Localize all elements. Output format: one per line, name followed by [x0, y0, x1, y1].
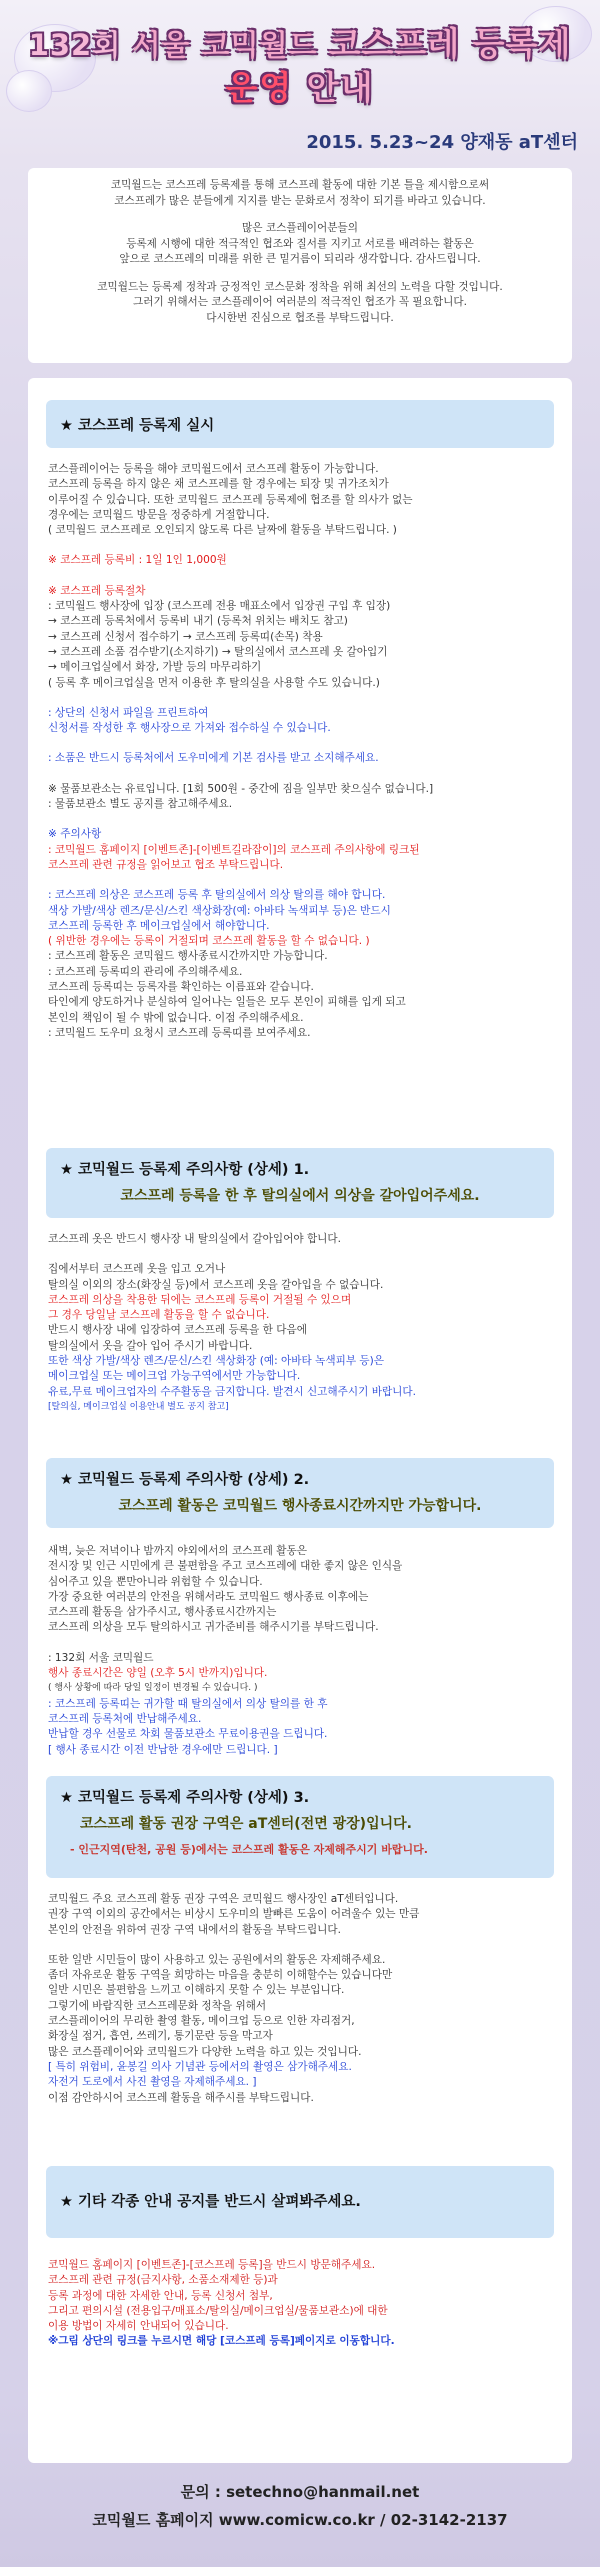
notice-text: 그리고 편의시설 (전용입구/매표소/탈의실/메이크업실/물품보관소)에 대한 — [48, 2304, 388, 2317]
procedure-step: → 코스프레 등록처에서 등록비 내기 (등록처 위치는 배치도 참고) — [48, 615, 348, 628]
body-text: 권장 구역 이외의 공간에서는 비상시 도우미의 발빠른 도움이 어려울수 있는 만큼 — [48, 1908, 420, 1921]
body-text: 본인의 안전을 위하여 권장 구역 내에서의 활동을 부탁드립니다. — [48, 1923, 342, 1936]
title-event-name: 서울 코믹월드 — [132, 28, 318, 62]
title-cosplay-registration: 코스프레 등록제 — [328, 24, 572, 63]
caution-text: : 코믹월드 홈페이지 [이벤트존]-[이벤트길라잡이]의 코스프레 주의사항에 링크된 — [48, 843, 420, 856]
section-title: ★ 코스프레 등록제 실시 — [60, 418, 215, 434]
procedure-step: : 코믹월드 행사장에 입장 (코스프레 전용 매표소에서 입장권 구입 후 입장) — [48, 600, 391, 613]
reference-note: [탈의실, 메이크업실 이용안내 별도 공지 참고] — [48, 1401, 229, 1412]
section-detail-3-body — [48, 1892, 554, 2106]
section-other-notices-body — [48, 2258, 554, 2350]
intro-text: 앞으로 코스프레의 미래를 위한 큰 밑거름이 되리라 생각합니다. 감사드립니다. — [119, 253, 481, 265]
section-title: ★ 코믹월드 등록제 주의사항 (상세) 3. — [60, 1790, 310, 1806]
section-detail-1-body — [48, 1232, 554, 1415]
tip-text: 신청서를 작성한 후 행사장으로 가져와 접수하실 수 있습니다. — [48, 722, 331, 735]
intro-text: 다시한번 진심으로 협조를 부탁드립니다. — [206, 311, 394, 324]
caution-warning: ( 위반한 경우에는 등록이 거절되며 코스프레 활동을 할 수 없습니다. ) — [48, 935, 370, 948]
tip-text: : 상단의 신청서 파일을 프린트하여 — [48, 706, 209, 719]
notice-text: 코스프레 관련 규정(금지사항, 소품소재제한 등)과 — [48, 2274, 278, 2287]
notice-text: 코믹월드 홈페이지 [이벤트존]-[코스프레 등록]을 반드시 방문해주세요. — [48, 2259, 376, 2271]
body-text: ( 코믹월드 코스프레로 오인되지 않도록 다른 날짜에 활동을 부탁드립니다. ) — [48, 524, 397, 537]
storage-notice: ※ 물품보관소는 유료입니다. [1회 500원 - 중간에 짐을 일부만 찾으실수 없습니다.] — [48, 782, 434, 795]
notice-text: 등록 과정에 대한 자세한 안내, 등록 신청서 첨부, — [48, 2289, 273, 2302]
section-title: ★ 기타 각종 안내 공지를 반드시 살펴봐주세요. — [60, 2194, 361, 2210]
body-text: 가장 중요한 여러분의 안전을 위해서라도 코믹월드 행사종료 이후에는 — [48, 1590, 369, 1603]
caution-text: 코스프레 등록띠는 등록자를 확인하는 이름표와 같습니다. — [48, 981, 314, 994]
procedure-step: → 코스프레 소품 검수받기(소지하기) → 탈의실에서 코스프레 옷 갈아입기 — [48, 645, 388, 658]
intro-box — [28, 168, 572, 363]
section-detail-2-body — [48, 1544, 554, 1758]
caution-text: 코스프레 등록한 후 메이크업실에서 해야합니다. — [48, 919, 270, 932]
end-time-note: ( 행사 상황에 따라 당일 일정이 변경될 수 있습니다. ) — [48, 1683, 258, 1694]
tip-text: : 소품은 반드시 등록처에서 도우미에게 기본 검사를 받고 소지해주세요. — [48, 752, 379, 765]
homepage-link[interactable]: 코믹월드 홈페이지 www.comicw.co.kr / 02-3142-2137 — [92, 2511, 508, 2529]
caution-text: : 코스프레 활동은 코믹월드 행사종료시간까지만 가능합니다. — [48, 950, 328, 963]
procedure-step: → 메이크업실에서 화장, 가발 등의 마무리하기 — [48, 661, 262, 674]
warning-text: 코스프레 의상을 착용한 뒤에는 코스프레 등록이 거절될 수 있으며 — [48, 1293, 352, 1306]
body-text: 코스플레이어는 등록을 해야 코믹월드에서 코스프레 활동이 가능합니다. — [48, 463, 379, 475]
body-text: 또한 일반 시민들이 많이 사용하고 있는 공원에서의 활동은 자제해주세요. — [48, 1953, 386, 1966]
event-date-location: 2015. 5.23~24 양재동 aT센터 — [306, 132, 578, 153]
event-name: : 132회 서울 코믹월드 — [48, 1651, 154, 1664]
section-title: ★ 코믹월드 등록제 주의사항 (상세) 1. — [60, 1162, 310, 1178]
body-text: 코믹월드 주요 코스프레 활동 권장 구역은 코믹월드 행사장인 aT센터입니다. — [48, 1893, 399, 1905]
title-line-1 — [0, 18, 600, 65]
section-header-registration — [46, 400, 554, 448]
return-notice: : 코스프레 등록띠는 귀가할 때 탈의실에서 의상 탈의를 한 후 — [48, 1697, 328, 1710]
body-text: 코스플레이어의 무리한 촬영 활동, 메이크업 등으로 인한 자리점거, — [48, 2015, 355, 2028]
body-text: 반드시 행사장 내에 입장하여 코스프레 등록을 한 다음에 — [48, 1324, 307, 1337]
procedure-step: → 코스프레 신청서 접수하기 → 코스프레 등록띠(손목) 착용 — [48, 630, 323, 643]
body-text: 집에서부터 코스프레 옷을 입고 오거나 — [48, 1263, 226, 1276]
caution-text: : 코믹월드 도우미 요청시 코스프레 등록띠를 보여주세요. — [48, 1026, 311, 1039]
return-notice: [ 행사 종료시간 이전 반납한 경우에만 드립니다. ] — [48, 1743, 278, 1756]
section-header-other-notices — [46, 2166, 554, 2238]
header-banner — [0, 0, 600, 153]
body-text: 그렇기에 바람직한 코스프레문화 정착을 위해서 — [48, 1999, 267, 2012]
caution-text: : 코스프레 등록띠의 관리에 주의해주세요. — [48, 965, 243, 978]
intro-text: 많은 코스플레이어분들의 — [242, 222, 358, 234]
highlight-text: [ 특히 위험비, 윤봉길 의사 기념관 등에서의 촬영은 삼가해주세요. — [48, 2060, 352, 2073]
procedure-step: ( 등록 후 메이크업실을 먼저 이용한 후 탈의실을 사용할 수도 있습니다.) — [48, 676, 380, 689]
intro-text: 그러기 위해서는 코스플레이어 여러분의 적극적인 협조가 꼭 필요합니다. — [133, 296, 467, 308]
body-text: 전시장 및 인근 시민에게 큰 불편함을 주고 코스프레에 대한 좋지 않은 인식을 — [48, 1560, 403, 1573]
procedure-title: ※ 코스프레 등록절차 — [48, 584, 146, 597]
body-text: 심어주고 있을 뿐만아니라 위험할 수 있습니다. — [48, 1575, 263, 1588]
section-registration-body — [48, 462, 554, 1041]
section-note: - 인근지역(탄천, 공원 등)에서는 코스프레 활동은 자제해주시기 바랍니다. — [70, 1843, 428, 1856]
section-header-detail-2 — [46, 1458, 554, 1528]
caution-text: 코스프레 관련 규정을 읽어보고 협조 부탁드립니다. — [48, 858, 284, 871]
body-text: 새벽, 늦은 저녁이나 밤까지 야외에서의 코스프레 활동은 — [48, 1545, 307, 1557]
section-header-detail-3 — [46, 1776, 554, 1878]
intro-text: 코스프레가 많은 분들에게 지지를 받는 문화로서 정착이 되기를 바라고 있습니다. — [114, 194, 486, 207]
body-text: 이점 감안하시어 코스프레 활동을 해주시를 부탁드립니다. — [48, 2091, 314, 2104]
section-header-detail-1 — [46, 1148, 554, 1218]
main-content-box — [28, 378, 572, 2463]
intro-text: 등록제 시행에 대한 적극적인 협조와 질서를 지키고 서로를 배려하는 활동은 — [126, 237, 474, 250]
body-text: 코스프레 활동을 삼가주시고, 행사종료시간까지는 — [48, 1606, 277, 1619]
section-subtitle: 코스프레 활동 권장 구역은 aT센터(전면 광장)입니다. — [80, 1816, 412, 1832]
return-notice: 코스프레 등록처에 반납해주세요. — [48, 1712, 202, 1725]
body-text: 경우에는 코믹월드 방문을 정중하게 거절합니다. — [48, 508, 270, 521]
body-text: 코스프레 등록을 하지 않은 채 코스프레를 할 경우에는 퇴장 및 귀가조치가 — [48, 478, 389, 491]
body-text: 많은 코스플레이어와 코믹월드가 다양한 노력을 하고 있는 것입니다. — [48, 2045, 362, 2058]
warning-text: 그 경우 당일날 코스프레 활동을 할 수 없습니다. — [48, 1309, 270, 1322]
body-text: 화장실 점거, 흡연, 쓰레기, 통기문란 등을 막고자 — [48, 2030, 273, 2043]
footer — [0, 2478, 600, 2534]
caution-text: 색상 가발/색상 렌즈/문신/스킨 색상화장(예: 아바타 녹색피부 등)은 반드시 — [48, 904, 391, 917]
return-notice: 반납할 경우 선물로 차회 물품보관소 무료이용권을 드립니다. — [48, 1728, 328, 1741]
caution-title: ※ 주의사항 — [48, 828, 102, 841]
storage-notice: : 물품보관소 별도 공지를 참고해주세요. — [48, 798, 233, 811]
body-text: 좀더 자유로운 활동 구역을 희망하는 마음을 충분히 이해할수는 있습니다만 — [48, 1969, 393, 1982]
notice-text: 이용 방법이 자세히 안내되어 있습니다. — [48, 2320, 229, 2333]
body-text: 코스프레 옷은 반드시 행사장 내 탈의실에서 갈아입어야 합니다. — [48, 1233, 342, 1245]
body-text: 코스프레 의상을 모두 탈의하시고 귀가준비를 해주시기를 부탁드립니다. — [48, 1621, 379, 1634]
link-notice: ※그림 상단의 링크를 누르시면 해당 [코스프레 등록]페이지로 이동합니다. — [48, 2335, 395, 2348]
title-guide: 안내 — [306, 68, 375, 107]
caution-text: 본인의 책임이 될 수 밖에 없습니다. 이점 주의해주세요. — [48, 1011, 304, 1024]
section-subtitle: 코스프레 등록을 한 후 탈의실에서 의상을 갈아입어주세요. — [120, 1188, 480, 1204]
section-title: ★ 코믹월드 등록제 주의사항 (상세) 2. — [60, 1472, 310, 1488]
body-text: 일반 시민은 불편함을 느끼고 이해하지 못할 수 있는 부분입니다. — [48, 1984, 345, 1997]
highlight-text: 유료,무료 메이크업자의 수주활동을 금지합니다. 발견시 신고해주시기 바랍니다. — [48, 1385, 417, 1398]
caution-text: 타인에게 양도하거나 분실하여 일어나는 일들은 모두 본인이 피해를 입게 되고 — [48, 996, 406, 1009]
intro-text: 코믹월드는 등록제 정착과 긍정적인 코스문화 정착을 위해 최선의 노력을 다할 것입니다. — [97, 280, 503, 293]
contact-email[interactable]: 문의 : setechno@hanmail.net — [180, 2483, 420, 2501]
title-event-number: 132회 — [28, 28, 122, 62]
end-time: 행사 종료시간은 양일 (오후 5시 반까지)입니다. — [48, 1667, 268, 1680]
highlight-text: 메이크업실 또는 메이크업 가능구역에서만 가능합니다. — [48, 1370, 301, 1383]
title-line-2 — [0, 62, 600, 109]
highlight-text: 또한 색상 가발/색상 렌즈/문신/스킨 색상화장 (예: 아바타 녹색피부 등)은 — [48, 1355, 385, 1368]
registration-fee: ※ 코스프레 등록비 : 1일 1인 1,000원 — [48, 554, 227, 567]
body-text: 이루어질 수 있습니다. 또한 코믹월드 코스프레 등록제에 협조를 할 의사가 없는 — [48, 493, 413, 506]
body-text: 탈의실 이외의 장소(화장실 등)에서 코스프레 옷을 갈아입을 수 없습니다. — [48, 1278, 384, 1291]
intro-text: 코믹월드는 코스프레 등록제를 통해 코스프레 활동에 대한 기본 틀을 제시함으로써 — [110, 179, 490, 191]
caution-text: : 코스프레 의상은 코스프레 등록 후 탈의실에서 의상 탈의를 해야 합니다. — [48, 889, 386, 902]
section-subtitle: 코스프레 활동은 코믹월드 행사종료시간까지만 가능합니다. — [118, 1498, 482, 1514]
body-text: 탈의실에서 옷을 갈아 입어 주시기 바랍니다. — [48, 1339, 253, 1352]
title-operation: 운영 — [225, 68, 294, 107]
highlight-text: 자전거 도로에서 사진 촬영을 자제해주세요. ] — [48, 2076, 257, 2089]
